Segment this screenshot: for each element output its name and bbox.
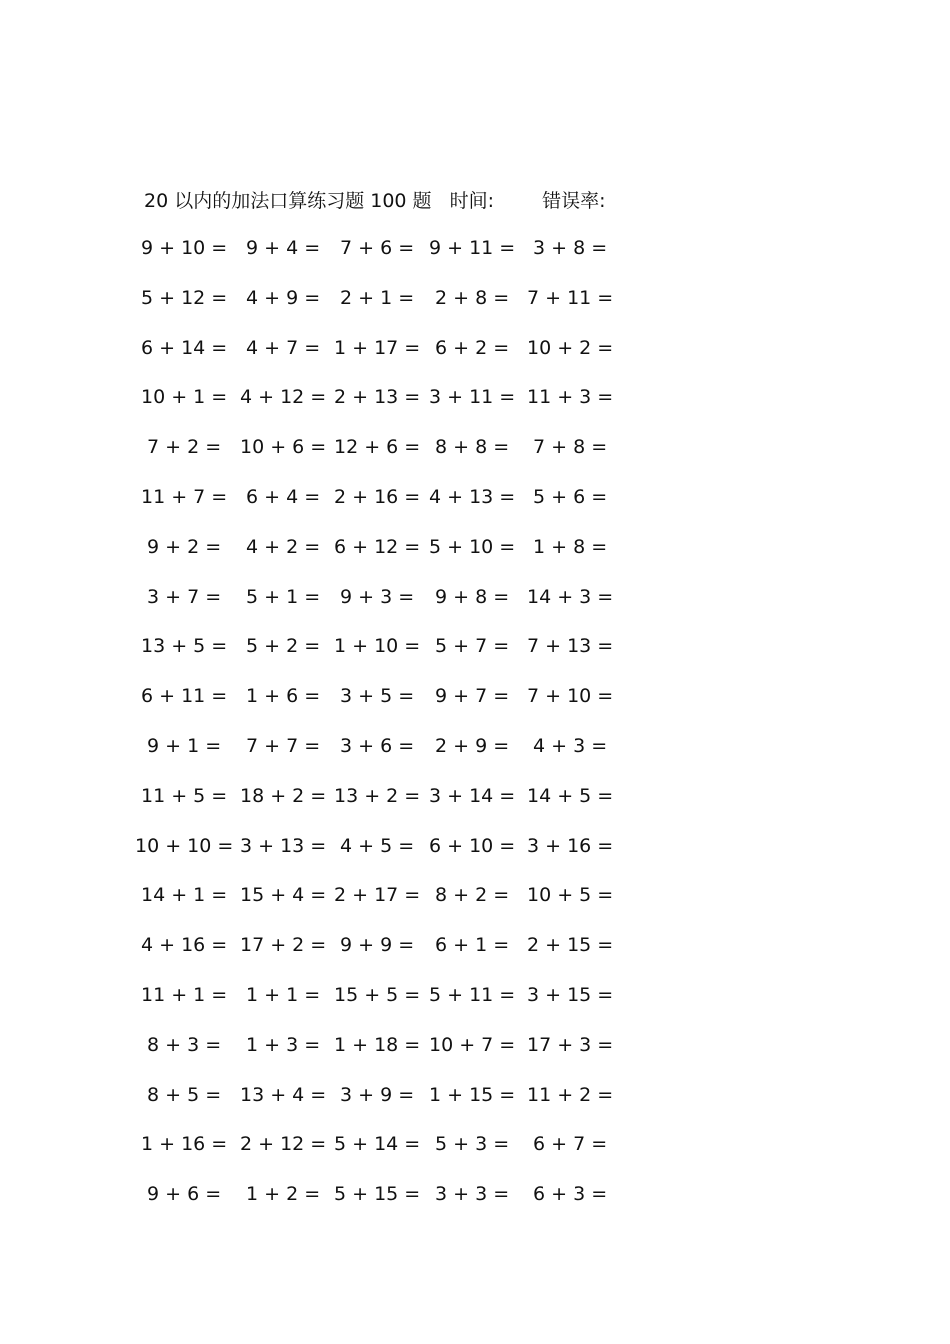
- problem-item: 6 + 11 =: [141, 685, 228, 707]
- problem-item: 9 + 3 =: [340, 586, 415, 608]
- problem-item: 8 + 8 =: [435, 436, 510, 458]
- problem-item: 14 + 3 =: [527, 586, 614, 608]
- problem-item: 5 + 14 =: [334, 1133, 421, 1155]
- problem-item: 1 + 15 =: [429, 1084, 516, 1106]
- problem-item: 15 + 4 =: [240, 884, 327, 906]
- problem-item: 9 + 11 =: [429, 237, 516, 259]
- problem-item: 5 + 7 =: [435, 635, 510, 657]
- problem-item: 17 + 3 =: [527, 1034, 614, 1056]
- problem-item: 1 + 17 =: [334, 337, 421, 359]
- problem-item: 11 + 5 =: [141, 785, 228, 807]
- problem-item: 1 + 3 =: [246, 1034, 321, 1056]
- problem-item: 3 + 7 =: [147, 586, 222, 608]
- problem-item: 7 + 8 =: [533, 436, 608, 458]
- problem-item: 11 + 1 =: [141, 984, 228, 1006]
- time-label: 时间:: [449, 190, 495, 212]
- problem-item: 2 + 1 =: [340, 287, 415, 309]
- problem-item: 9 + 7 =: [435, 685, 510, 707]
- problem-item: 14 + 5 =: [527, 785, 614, 807]
- problem-item: 7 + 2 =: [147, 436, 222, 458]
- problem-item: 9 + 9 =: [340, 934, 415, 956]
- problem-item: 5 + 10 =: [429, 536, 516, 558]
- problem-item: 4 + 16 =: [141, 934, 228, 956]
- problem-item: 12 + 6 =: [334, 436, 421, 458]
- problem-item: 3 + 13 =: [240, 835, 327, 857]
- problem-item: 7 + 10 =: [527, 685, 614, 707]
- problem-item: 1 + 6 =: [246, 685, 321, 707]
- problem-item: 7 + 7 =: [246, 735, 321, 757]
- problem-item: 11 + 7 =: [141, 486, 228, 508]
- problem-item: 5 + 12 =: [141, 287, 228, 309]
- problem-item: 10 + 2 =: [527, 337, 614, 359]
- problem-item: 5 + 1 =: [246, 586, 321, 608]
- problem-item: 7 + 11 =: [527, 287, 614, 309]
- problem-item: 2 + 8 =: [435, 287, 510, 309]
- problem-item: 10 + 6 =: [240, 436, 327, 458]
- problem-item: 9 + 8 =: [435, 586, 510, 608]
- problem-item: 8 + 5 =: [147, 1084, 222, 1106]
- problem-item: 14 + 1 =: [141, 884, 228, 906]
- problem-item: 9 + 2 =: [147, 536, 222, 558]
- problem-item: 13 + 4 =: [240, 1084, 327, 1106]
- problem-item: 1 + 16 =: [141, 1133, 228, 1155]
- problem-item: 18 + 2 =: [240, 785, 327, 807]
- problem-item: 9 + 4 =: [246, 237, 321, 259]
- problem-item: 2 + 16 =: [334, 486, 421, 508]
- problem-item: 4 + 2 =: [246, 536, 321, 558]
- problem-item: 9 + 10 =: [141, 237, 228, 259]
- problem-item: 13 + 5 =: [141, 635, 228, 657]
- problem-item: 1 + 8 =: [533, 536, 608, 558]
- problem-item: 7 + 6 =: [340, 237, 415, 259]
- problem-item: 6 + 4 =: [246, 486, 321, 508]
- problem-item: 4 + 7 =: [246, 337, 321, 359]
- problem-item: 5 + 15 =: [334, 1183, 421, 1205]
- problem-item: 1 + 1 =: [246, 984, 321, 1006]
- problem-item: 6 + 1 =: [435, 934, 510, 956]
- problem-item: 2 + 9 =: [435, 735, 510, 757]
- problem-item: 8 + 3 =: [147, 1034, 222, 1056]
- problem-item: 3 + 15 =: [527, 984, 614, 1006]
- problem-item: 10 + 7 =: [429, 1034, 516, 1056]
- problem-item: 11 + 3 =: [527, 386, 614, 408]
- problem-item: 2 + 12 =: [240, 1133, 327, 1155]
- problem-item: 5 + 3 =: [435, 1133, 510, 1155]
- problem-item: 10 + 1 =: [141, 386, 228, 408]
- problem-item: 3 + 14 =: [429, 785, 516, 807]
- problem-item: 3 + 5 =: [340, 685, 415, 707]
- problem-item: 3 + 8 =: [533, 237, 608, 259]
- problem-item: 11 + 2 =: [527, 1084, 614, 1106]
- problem-item: 6 + 14 =: [141, 337, 228, 359]
- problem-item: 4 + 3 =: [533, 735, 608, 757]
- problem-item: 5 + 2 =: [246, 635, 321, 657]
- problem-item: 6 + 3 =: [533, 1183, 608, 1205]
- problem-item: 3 + 11 =: [429, 386, 516, 408]
- problem-item: 4 + 12 =: [240, 386, 327, 408]
- problem-item: 3 + 3 =: [435, 1183, 510, 1205]
- problem-item: 3 + 16 =: [527, 835, 614, 857]
- problem-item: 6 + 12 =: [334, 536, 421, 558]
- problem-item: 4 + 9 =: [246, 287, 321, 309]
- problem-item: 2 + 17 =: [334, 884, 421, 906]
- problem-item: 7 + 13 =: [527, 635, 614, 657]
- problem-item: 5 + 6 =: [533, 486, 608, 508]
- problem-item: 2 + 13 =: [334, 386, 421, 408]
- worksheet-title: 20 以内的加法口算练习题 100 题: [144, 190, 432, 212]
- problem-item: 13 + 2 =: [334, 785, 421, 807]
- problem-item: 6 + 7 =: [533, 1133, 608, 1155]
- problem-item: 1 + 10 =: [334, 635, 421, 657]
- problem-item: 1 + 2 =: [246, 1183, 321, 1205]
- problem-item: 6 + 2 =: [435, 337, 510, 359]
- problem-item: 1 + 18 =: [334, 1034, 421, 1056]
- problem-item: 3 + 6 =: [340, 735, 415, 757]
- problem-item: 10 + 10 =: [135, 835, 234, 857]
- problem-item: 2 + 15 =: [527, 934, 614, 956]
- problem-item: 3 + 9 =: [340, 1084, 415, 1106]
- problem-item: 9 + 1 =: [147, 735, 222, 757]
- problem-item: 10 + 5 =: [527, 884, 614, 906]
- problem-item: 6 + 10 =: [429, 835, 516, 857]
- problem-item: 17 + 2 =: [240, 934, 327, 956]
- problem-item: 4 + 13 =: [429, 486, 516, 508]
- problem-item: 8 + 2 =: [435, 884, 510, 906]
- problem-item: 5 + 11 =: [429, 984, 516, 1006]
- problem-item: 15 + 5 =: [334, 984, 421, 1006]
- problem-item: 4 + 5 =: [340, 835, 415, 857]
- error-rate-label: 错误率:: [542, 190, 606, 212]
- problem-item: 9 + 6 =: [147, 1183, 222, 1205]
